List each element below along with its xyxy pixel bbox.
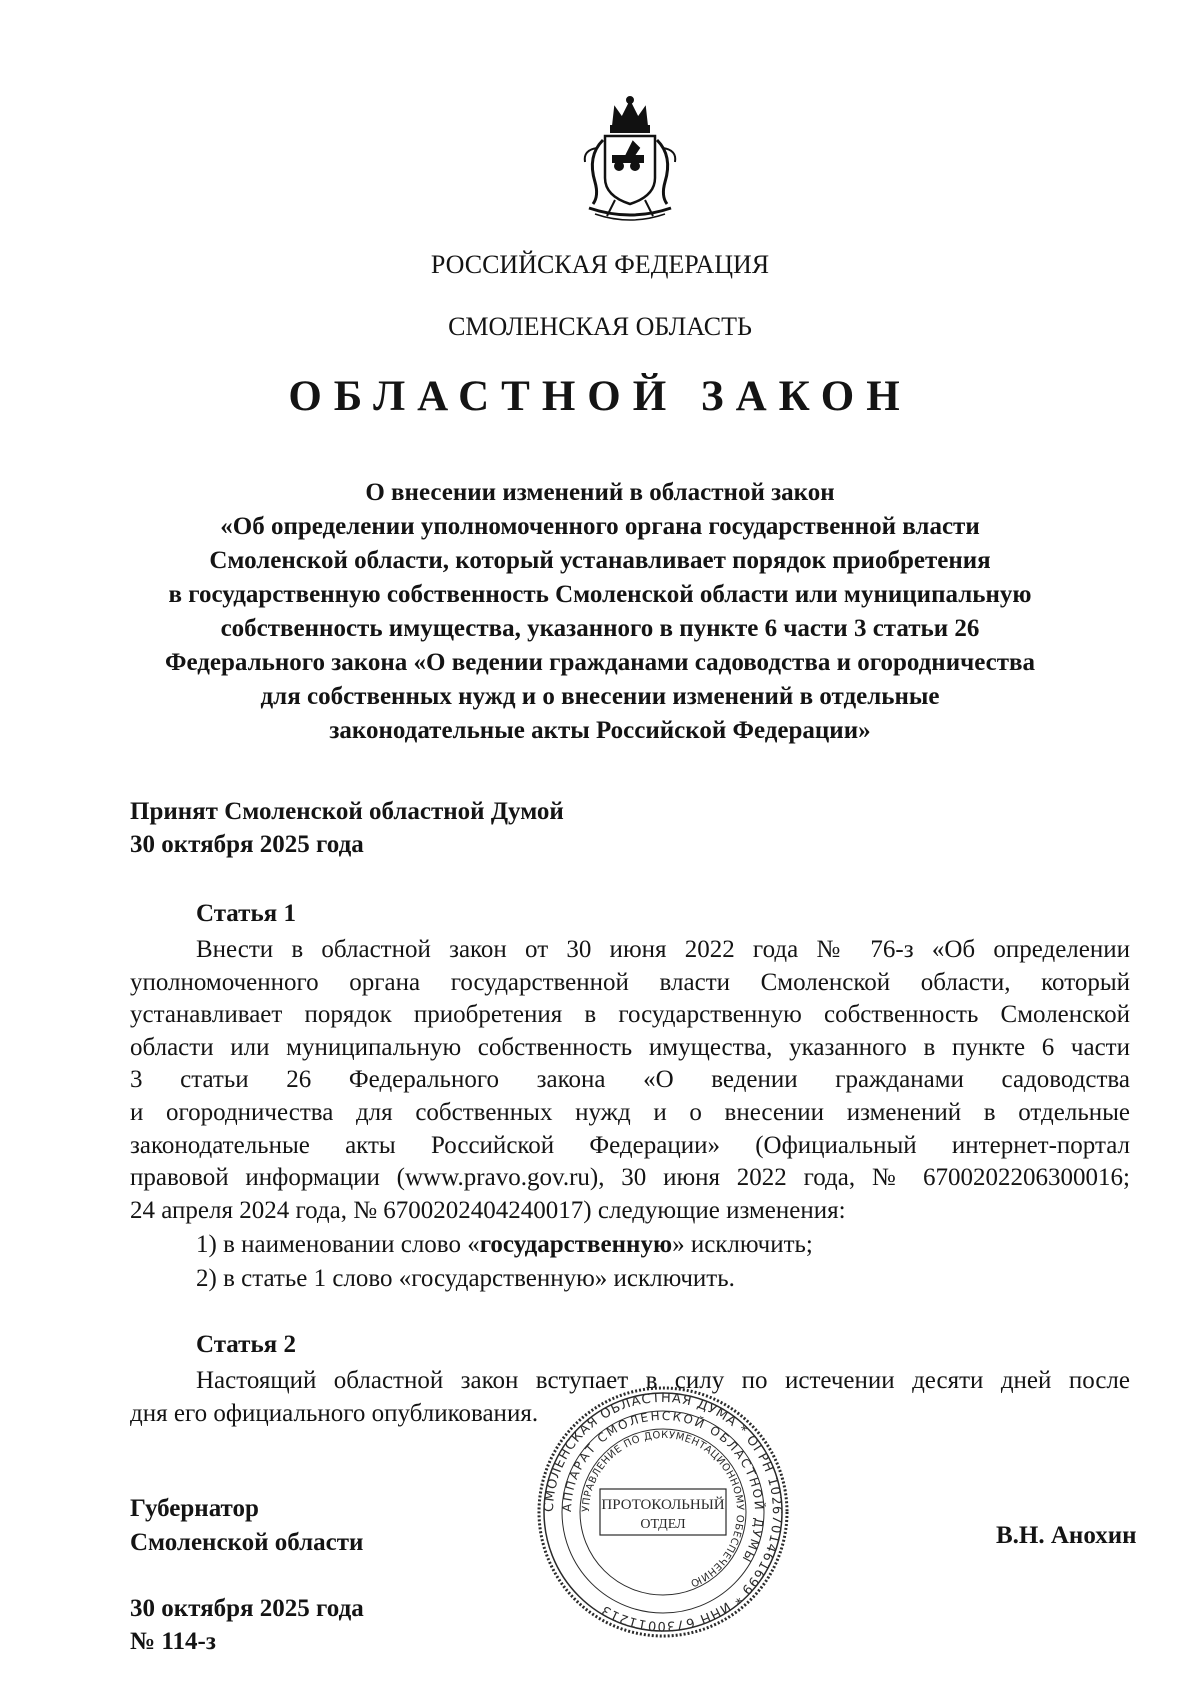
paragraph-line: и огородничества для собственных нужд и о внесении изменений в отдельные — [130, 1098, 1130, 1126]
signatory-name: В.Н. Анохин — [996, 1522, 1137, 1549]
paragraph-line: законодательные акты Российской Федерации» (Официальный интернет-портал — [130, 1131, 1130, 1159]
list-item — [196, 1228, 813, 1262]
paragraph-line: 24 апреля 2024 года, № 6700202404240017) следующие изменения: — [130, 1196, 846, 1224]
stamp-outer-text: СМОЛЕНСКАЯ ОБЛАСТНАЯ ДУМА * ОГРН 1026701461699 * ИНН 6730011213 — [541, 1390, 785, 1634]
law-title — [120, 476, 1080, 748]
document-type-heading: ОБЛАСТНОЙ ЗАКОН — [288, 373, 912, 420]
law-date: 30 октября 2025 года — [130, 1595, 364, 1622]
paragraph-line: правовой информации (www.pravo.gov.ru), 30 июня 2022 года, № 6700202206300016; — [130, 1164, 1130, 1192]
stamp-center-line2: ОТДЕЛ — [640, 1517, 686, 1532]
title-line: «Об определении уполномоченного органа государственной власти — [220, 513, 980, 540]
official-stamp — [536, 1385, 790, 1639]
article-1-items — [196, 1228, 813, 1296]
country-heading: РОССИЙСКАЯ ФЕДЕРАЦИЯ — [430, 250, 770, 279]
paragraph-line: области или муниципальную собственность имущества, указанного в пункте 6 части — [130, 1033, 1130, 1061]
law-date-number — [130, 1592, 364, 1658]
signatory-position — [130, 1492, 363, 1560]
title-line: законодательные акты Российской Федерации» — [329, 717, 871, 744]
item-text: » исключить; — [672, 1231, 813, 1258]
paragraph-line: Внести в областной закон от 30 июня 2022 года № 76-з «Об определении — [196, 936, 1130, 963]
stamp-inner-text: УПРАВЛЕНИЕ ПО ДОКУМЕНТАЦИОННОМУ ОБЕСПЕЧЕНИЮ — [580, 1429, 746, 1589]
adoption-body: Принят Смоленской областной Думой — [130, 798, 564, 825]
position-line: Смоленской области — [130, 1529, 364, 1556]
title-line: Федерального закона «О ведении гражданами садоводства и огородничества — [164, 649, 1035, 676]
title-line: в государственную собственность Смоленской области или муниципальную — [168, 581, 1032, 608]
law-number: № 114-з — [130, 1628, 216, 1655]
item-emphasis: государственную — [479, 1231, 673, 1258]
adoption-date: 30 октября 2025 года — [130, 831, 364, 858]
title-line: Смоленской области, который устанавливает порядок приобретения — [209, 547, 991, 574]
title-line: О внесении изменений в областной закон — [365, 479, 835, 506]
stamp-middle-text: АППАРАТ СМОЛЕНСКОЙ ОБЛАСТНОЙ ДУМЫ — [559, 1408, 767, 1566]
title-line: собственность имущества, указанного в пункте 6 части 3 статьи 26 — [220, 615, 980, 642]
stamp-center-line1: ПРОТОКОЛЬНЫЙ — [601, 1497, 725, 1513]
item-text: 1) в наименовании слово « — [196, 1231, 480, 1258]
article-2-heading: Статья 2 — [196, 1331, 296, 1358]
article-1-heading: Статья 1 — [196, 900, 296, 927]
region-heading: СМОЛЕНСКАЯ ОБЛАСТЬ — [448, 312, 752, 341]
list-item: 2) в статье 1 слово «государственную» исключить. — [196, 1265, 735, 1292]
paragraph-line: Настоящий областной закон вступает в силу по истечении десяти дней после — [196, 1367, 1130, 1394]
article-1-paragraph — [130, 934, 1130, 1227]
coat-of-arms-emblem — [575, 96, 685, 226]
title-line: для собственных нужд и о внесении изменений в отдельные — [260, 683, 940, 710]
paragraph-line: устанавливает порядок приобретения в государственную собственность Смоленской — [130, 1001, 1130, 1029]
position-line: Губернатор — [130, 1495, 259, 1522]
adoption-note — [130, 795, 564, 861]
paragraph-line: уполномоченного органа государственной власти Смоленской области, который — [130, 968, 1130, 996]
paragraph-line: 3 статьи 26 Федерального закона «О ведении гражданами садоводства — [130, 1066, 1130, 1094]
paragraph-line: дня его официального опубликования. — [130, 1399, 539, 1427]
